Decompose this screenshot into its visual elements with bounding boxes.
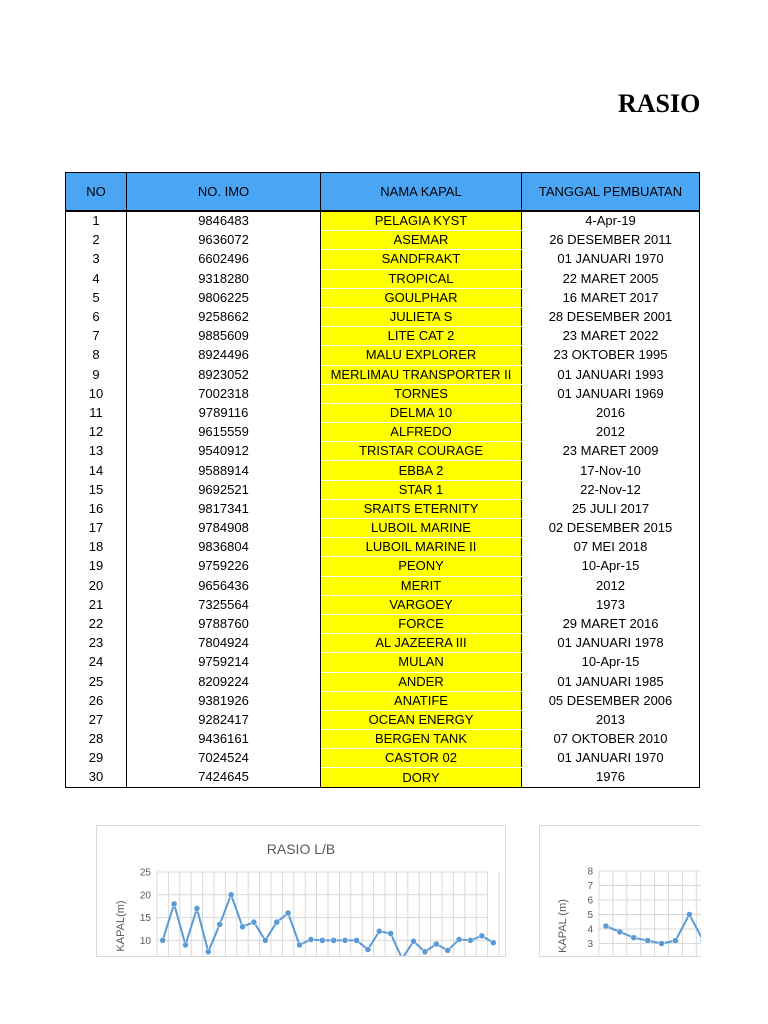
table-row <box>66 250 700 269</box>
cell-tanggal: 29 MARET 2016 <box>522 614 700 633</box>
cell-nama-kapal: SANDFRAKT <box>321 250 522 269</box>
table-row <box>66 499 700 518</box>
table-row <box>66 730 700 749</box>
data-point <box>617 929 623 935</box>
data-point <box>297 942 303 948</box>
cell-no: 24 <box>66 653 127 672</box>
cell-imo: 9282417 <box>127 710 321 729</box>
data-point <box>262 937 268 943</box>
table-row <box>66 595 700 614</box>
cell-no: 29 <box>66 749 127 768</box>
data-point <box>319 937 325 943</box>
table-row <box>66 768 700 787</box>
y-axis-label: KAPAL(m) <box>115 900 127 952</box>
cell-tanggal: 07 OKTOBER 2010 <box>522 730 700 749</box>
cell-imo: 9588914 <box>127 461 321 480</box>
table-row <box>66 557 700 576</box>
y-tick-label: 10 <box>139 935 151 947</box>
table-row <box>66 634 700 653</box>
cell-no: 8 <box>66 346 127 365</box>
cell-nama-kapal: TROPICAL <box>321 269 522 288</box>
table-row <box>66 442 700 461</box>
cell-no: 1 <box>66 211 127 231</box>
cell-no: 6 <box>66 307 127 326</box>
table-row <box>66 346 700 365</box>
data-point <box>308 936 314 942</box>
cell-imo: 9806225 <box>127 288 321 307</box>
data-point <box>490 940 496 946</box>
header-no: NO <box>66 173 127 212</box>
cell-tanggal: 2012 <box>522 423 700 442</box>
cell-tanggal: 05 DESEMBER 2006 <box>522 691 700 710</box>
data-point <box>686 912 692 918</box>
data-point <box>603 923 609 929</box>
data-point <box>171 901 177 907</box>
table-row <box>66 231 700 250</box>
cell-imo: 9885609 <box>127 327 321 346</box>
table-row <box>66 269 700 288</box>
cell-tanggal: 4-Apr-19 <box>522 211 700 231</box>
cell-imo: 9656436 <box>127 576 321 595</box>
cell-tanggal: 26 DESEMBER 2011 <box>522 231 700 250</box>
chart-second-svg <box>540 826 701 956</box>
table-row <box>66 576 700 595</box>
chart-rasio-lb-svg <box>97 826 505 956</box>
data-point <box>354 937 360 943</box>
cell-imo: 9540912 <box>127 442 321 461</box>
data-point <box>422 949 428 955</box>
cell-imo: 9636072 <box>127 231 321 250</box>
cell-tanggal: 02 DESEMBER 2015 <box>522 519 700 538</box>
cell-nama-kapal: LUBOIL MARINE <box>321 519 522 538</box>
data-point <box>411 938 417 944</box>
data-point <box>433 941 439 947</box>
cell-imo: 8209224 <box>127 672 321 691</box>
cell-nama-kapal: DELMA 10 <box>321 403 522 422</box>
cell-imo: 9615559 <box>127 423 321 442</box>
cell-imo: 9318280 <box>127 269 321 288</box>
y-tick-label: 20 <box>139 890 151 902</box>
cell-no: 22 <box>66 614 127 633</box>
cell-no: 27 <box>66 710 127 729</box>
cell-imo: 6602496 <box>127 250 321 269</box>
cell-no: 23 <box>66 634 127 653</box>
cell-imo: 9692521 <box>127 480 321 499</box>
cell-no: 4 <box>66 269 127 288</box>
cell-tanggal: 28 DESEMBER 2001 <box>522 307 700 326</box>
y-tick-label: 7 <box>587 881 593 892</box>
cell-no: 20 <box>66 576 127 595</box>
cell-imo: 9788760 <box>127 614 321 633</box>
cell-no: 19 <box>66 557 127 576</box>
cell-no: 3 <box>66 250 127 269</box>
data-point <box>240 924 246 930</box>
cell-nama-kapal: PEONY <box>321 557 522 576</box>
cell-nama-kapal: TORNES <box>321 384 522 403</box>
cell-imo: 9759226 <box>127 557 321 576</box>
table-row <box>66 480 700 499</box>
cell-tanggal: 1973 <box>522 595 700 614</box>
table-row <box>66 211 700 231</box>
cell-tanggal: 22 MARET 2005 <box>522 269 700 288</box>
table-row <box>66 749 700 768</box>
cell-tanggal: 17-Nov-10 <box>522 461 700 480</box>
cell-nama-kapal: FORCE <box>321 614 522 633</box>
cell-no: 2 <box>66 231 127 250</box>
chart-second <box>539 825 701 957</box>
cell-nama-kapal: ALFREDO <box>321 423 522 442</box>
cell-nama-kapal: TRISTAR COURAGE <box>321 442 522 461</box>
cell-imo: 8924496 <box>127 346 321 365</box>
y-tick-label: 25 <box>139 867 151 879</box>
table-row <box>66 519 700 538</box>
header-imo: NO. IMO <box>127 173 321 212</box>
cell-imo: 7325564 <box>127 595 321 614</box>
cell-tanggal: 01 JANUARI 1993 <box>522 365 700 384</box>
data-point <box>645 938 651 944</box>
cell-tanggal: 10-Apr-15 <box>522 653 700 672</box>
cell-no: 21 <box>66 595 127 614</box>
cell-tanggal: 01 JANUARI 1978 <box>522 634 700 653</box>
data-point <box>376 928 382 934</box>
cell-imo: 9258662 <box>127 307 321 326</box>
cell-imo: 9436161 <box>127 730 321 749</box>
cell-imo: 7024524 <box>127 749 321 768</box>
table-row <box>66 710 700 729</box>
cell-imo: 7424645 <box>127 768 321 787</box>
data-point <box>274 919 280 925</box>
cell-no: 10 <box>66 384 127 403</box>
data-point <box>285 910 291 916</box>
cell-imo: 9759214 <box>127 653 321 672</box>
cell-no: 18 <box>66 538 127 557</box>
y-tick-label: 5 <box>587 910 593 921</box>
cell-nama-kapal: BERGEN TANK <box>321 730 522 749</box>
cell-no: 12 <box>66 423 127 442</box>
cell-imo: 9784908 <box>127 519 321 538</box>
table-body <box>66 211 700 787</box>
chart-title: RASIO L/B <box>266 841 336 857</box>
cell-imo: 9381926 <box>127 691 321 710</box>
cell-tanggal: 25 JULI 2017 <box>522 499 700 518</box>
data-point <box>194 905 200 911</box>
cell-tanggal: 23 MARET 2022 <box>522 327 700 346</box>
header-nama-kapal: NAMA KAPAL <box>321 173 522 212</box>
table-row <box>66 653 700 672</box>
table-row <box>66 672 700 691</box>
y-tick-label: 4 <box>587 924 593 936</box>
chart-rasio-lb <box>96 825 506 957</box>
data-point <box>468 937 474 943</box>
cell-tanggal: 01 JANUARI 1970 <box>522 749 700 768</box>
cell-nama-kapal: GOULPHAR <box>321 288 522 307</box>
data-point <box>331 937 337 943</box>
cell-tanggal: 16 MARET 2017 <box>522 288 700 307</box>
cell-tanggal: 22-Nov-12 <box>522 480 700 499</box>
data-point <box>659 941 665 947</box>
cell-nama-kapal: VARGOEY <box>321 595 522 614</box>
cell-imo: 8923052 <box>127 365 321 384</box>
cell-imo: 7002318 <box>127 384 321 403</box>
cell-tanggal: 23 OKTOBER 1995 <box>522 346 700 365</box>
cell-nama-kapal: MULAN <box>321 653 522 672</box>
cell-tanggal: 07 MEI 2018 <box>522 538 700 557</box>
table-row <box>66 538 700 557</box>
cell-imo: 7804924 <box>127 634 321 653</box>
cell-tanggal: 01 JANUARI 1970 <box>522 250 700 269</box>
data-point <box>251 919 257 925</box>
cell-nama-kapal: SRAITS ETERNITY <box>321 499 522 518</box>
data-point <box>217 921 223 927</box>
cell-nama-kapal: PELAGIA KYST <box>321 211 522 231</box>
cell-no: 11 <box>66 403 127 422</box>
data-point <box>365 947 371 953</box>
table-row <box>66 614 700 633</box>
table-row <box>66 403 700 422</box>
cell-no: 28 <box>66 730 127 749</box>
data-point <box>228 892 234 898</box>
y-tick-label: 15 <box>139 913 151 925</box>
cell-nama-kapal: DORY <box>321 768 522 787</box>
cell-no: 7 <box>66 327 127 346</box>
cell-nama-kapal: LUBOIL MARINE II <box>321 538 522 557</box>
data-point <box>631 935 637 941</box>
cell-nama-kapal: AL JAZEERA III <box>321 634 522 653</box>
table-row <box>66 288 700 307</box>
cell-tanggal: 2012 <box>522 576 700 595</box>
cell-nama-kapal: OCEAN ENERGY <box>321 710 522 729</box>
cell-imo: 9846483 <box>127 211 321 231</box>
table-row <box>66 327 700 346</box>
cell-no: 17 <box>66 519 127 538</box>
cell-nama-kapal: LITE CAT 2 <box>321 327 522 346</box>
data-point <box>160 937 166 943</box>
cell-nama-kapal: ANDER <box>321 672 522 691</box>
cell-nama-kapal: MERIT <box>321 576 522 595</box>
cell-nama-kapal: ANATIFE <box>321 691 522 710</box>
data-point <box>445 947 451 953</box>
cell-no: 9 <box>66 365 127 384</box>
document-title: RASIO <box>618 89 700 118</box>
data-point <box>205 949 211 955</box>
cell-no: 5 <box>66 288 127 307</box>
ships-table <box>65 172 700 788</box>
cell-imo: 9789116 <box>127 403 321 422</box>
data-point <box>183 942 189 948</box>
cell-tanggal: 1976 <box>522 768 700 787</box>
table-header-row <box>66 173 700 212</box>
y-tick-label: 6 <box>587 895 593 907</box>
cell-no: 13 <box>66 442 127 461</box>
cell-nama-kapal: ASEMAR <box>321 231 522 250</box>
cell-nama-kapal: JULIETA S <box>321 307 522 326</box>
table-row <box>66 307 700 326</box>
data-point <box>388 931 394 937</box>
cell-tanggal: 2016 <box>522 403 700 422</box>
cell-tanggal: 23 MARET 2009 <box>522 442 700 461</box>
data-point <box>342 937 348 943</box>
cell-tanggal: 2013 <box>522 710 700 729</box>
cell-no: 25 <box>66 672 127 691</box>
cell-tanggal: 01 JANUARI 1985 <box>522 672 700 691</box>
table-row <box>66 691 700 710</box>
table-row <box>66 423 700 442</box>
cell-no: 30 <box>66 768 127 787</box>
cell-no: 16 <box>66 499 127 518</box>
cell-tanggal: 10-Apr-15 <box>522 557 700 576</box>
data-point <box>700 938 701 944</box>
cell-nama-kapal: EBBA 2 <box>321 461 522 480</box>
cell-nama-kapal: MALU EXPLORER <box>321 346 522 365</box>
cell-nama-kapal: MERLIMAU TRANSPORTER II <box>321 365 522 384</box>
y-tick-label: 8 <box>587 866 593 878</box>
data-point <box>672 938 678 944</box>
cell-nama-kapal: STAR 1 <box>321 480 522 499</box>
header-tanggal: TANGGAL PEMBUATAN <box>522 173 700 212</box>
y-axis-label: KAPAL (m) <box>557 899 569 953</box>
cell-imo: 9836804 <box>127 538 321 557</box>
table-row <box>66 384 700 403</box>
cell-imo: 9817341 <box>127 499 321 518</box>
cell-tanggal: 01 JANUARI 1969 <box>522 384 700 403</box>
data-point <box>456 936 462 942</box>
data-point <box>479 933 485 939</box>
cell-nama-kapal: CASTOR 02 <box>321 749 522 768</box>
cell-no: 26 <box>66 691 127 710</box>
table-row <box>66 365 700 384</box>
cell-no: 14 <box>66 461 127 480</box>
table-row <box>66 461 700 480</box>
cell-no: 15 <box>66 480 127 499</box>
y-tick-label: 3 <box>587 939 593 950</box>
